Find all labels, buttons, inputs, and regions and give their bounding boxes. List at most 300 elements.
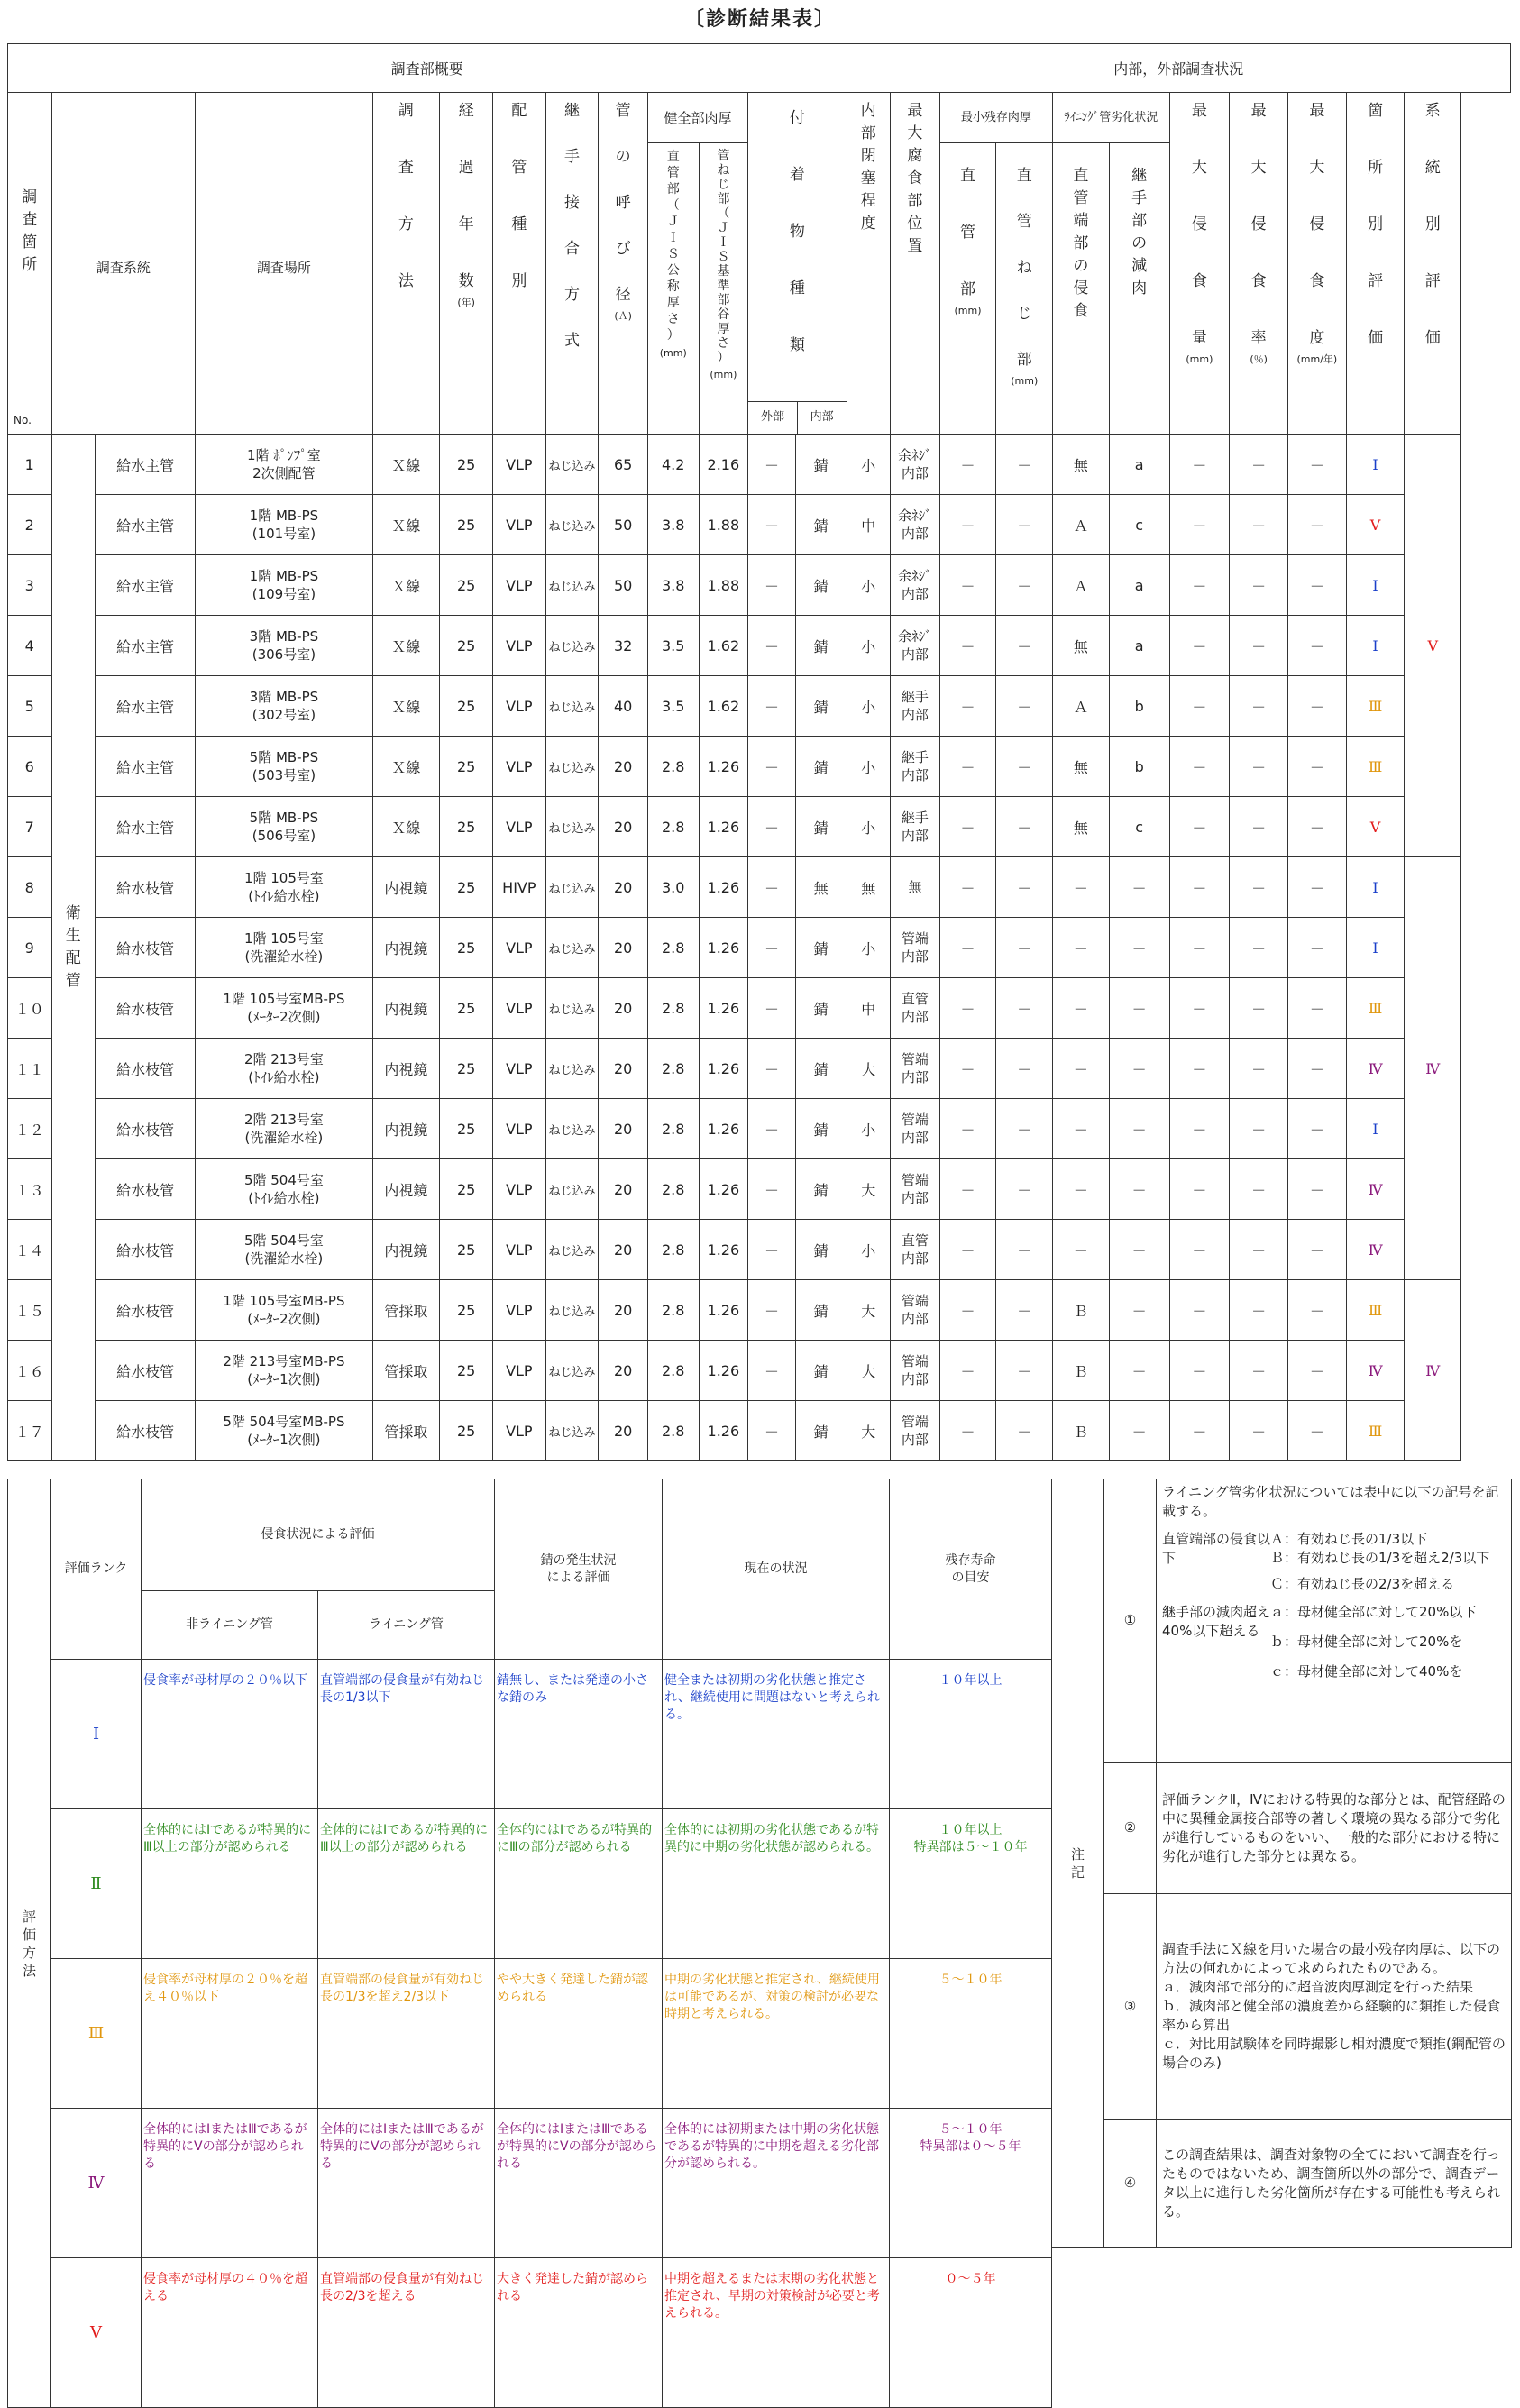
min-straight-cell: － — [939, 1220, 996, 1280]
erosion-speed-cell: － — [1288, 1220, 1347, 1280]
joint-cell: ねじ込み — [545, 1220, 599, 1280]
thickness-straight-cell: 3.5 — [647, 676, 699, 737]
end-corrosion-cell: － — [1053, 1220, 1110, 1280]
straight-part-label: 直 管 部 — [960, 167, 976, 299]
system-cell: 給水枝管 — [96, 918, 196, 978]
point-eval-header — [1346, 93, 1405, 435]
max-corrosion-pos-label: 最 大 腐 食 部 位 置 — [907, 102, 923, 255]
diameter-cell: 20 — [599, 1039, 648, 1099]
end-corrosion-cell: Ａ — [1053, 676, 1110, 737]
system-eval-header — [1405, 93, 1461, 435]
table-row — [8, 1220, 1511, 1280]
min-straight-cell: － — [939, 797, 996, 857]
years-cell: 25 — [440, 435, 493, 495]
min-thread-cell: － — [996, 1220, 1053, 1280]
end-corrosion-label: 直 管 端 部 の 侵 食 — [1073, 167, 1089, 321]
thickness-thread-cell: 1.26 — [699, 1280, 748, 1341]
method-cell: 内視鏡 — [372, 857, 440, 918]
point-eval-cell: Ⅴ — [1346, 495, 1405, 555]
legend-b-upper: Ｂ：有効ねじ長の1/3を超え2/3以下 — [1270, 1550, 1490, 1566]
diameter-cell: 65 — [599, 435, 648, 495]
min-straight-cell: － — [939, 555, 996, 616]
pipe-cell: VLP — [493, 1341, 546, 1401]
eval-rank-cell: Ⅲ — [51, 1959, 142, 2109]
method-cell: Ｘ線 — [372, 797, 440, 857]
row-no: １０ — [8, 978, 52, 1039]
table-row — [8, 1159, 1511, 1220]
point-eval-cell: Ⅳ — [1346, 1220, 1405, 1280]
point-eval-cell: Ⅰ — [1346, 1099, 1405, 1159]
location-line-1: 2階 213号室MB-PS — [223, 1353, 345, 1369]
joint-cell: ねじ込み — [545, 918, 599, 978]
blockage-header — [847, 93, 891, 435]
inner-deposit-cell: 錆 — [795, 737, 847, 797]
table-row — [8, 435, 1511, 495]
location-line-1: 5階 MB-PS — [249, 810, 319, 826]
thickness-straight-label: 直 管 部 （ Ｊ Ｉ Ｓ 公 称 厚 さ ） — [666, 150, 680, 343]
joint-cell: ねじ込み — [545, 797, 599, 857]
location-line-2: (洗濯給水栓) — [244, 1250, 324, 1267]
eval-rust-cell: やや大きく発達した錆が認められる — [495, 1959, 663, 2109]
straight-thread-header — [996, 143, 1053, 435]
outer-deposit-cell: － — [748, 1280, 796, 1341]
years-cell: 25 — [440, 1099, 493, 1159]
location-cell — [196, 616, 372, 676]
blockage-cell: 中 — [847, 978, 891, 1039]
min-thread-cell: － — [996, 435, 1053, 495]
eval-non-lining-cell: 全体的にはⅠまたはⅢであるが特異的にⅤの部分が認められる — [142, 2109, 318, 2258]
thickness-thread-cell: 1.26 — [699, 1401, 748, 1461]
location-cell — [196, 495, 372, 555]
point-eval-label: 箇 所 別 評 価 — [1368, 102, 1384, 347]
min-thread-cell: － — [996, 797, 1053, 857]
corrosion-pos-cell: 継手 内部 — [891, 737, 940, 797]
thickness-straight-cell: 2.8 — [647, 1401, 699, 1461]
point-eval-cell: Ⅲ — [1346, 1401, 1405, 1461]
erosion-amount-cell: － — [1169, 1280, 1230, 1341]
eval-life-cell: １０年以上 特異部は５～１０年 — [890, 1809, 1052, 1959]
table-row — [8, 737, 1511, 797]
location-line-2: (ﾄｲﾚ給水栓) — [248, 1190, 320, 1206]
system-cell: 給水主管 — [96, 555, 196, 616]
pipe-type-label: 配 管 種 別 — [511, 102, 527, 290]
system-cell: 給水主管 — [96, 676, 196, 737]
inner-deposit-cell: 錆 — [795, 1220, 847, 1280]
joint-reduction-cell: － — [1109, 978, 1169, 1039]
years-cell: 25 — [440, 918, 493, 978]
outer-deposit-cell: － — [748, 1401, 796, 1461]
note-2-text: 評価ランクⅡ，Ⅳにおける特異的な部分とは、配管経路の中に異種金属接合部等の著しく環境の異なる部分で劣化が進行しているものをいい、一般的な部分における特に劣化が進行した部分とは異なる。 — [1157, 1763, 1512, 1894]
table-row — [8, 978, 1511, 1039]
row-no: 7 — [8, 797, 52, 857]
location-line-1: 5階 MB-PS — [249, 749, 319, 765]
diameter-cell: 20 — [599, 1341, 648, 1401]
erosion-rate-cell: － — [1230, 1039, 1288, 1099]
corrosion-pos-cell: 管端 内部 — [891, 918, 940, 978]
location-line-2: 2次側配管 — [252, 465, 316, 481]
deposit-label: 付 着 物 種 類 — [789, 108, 805, 354]
lining-header: ライニング管 — [318, 1591, 495, 1660]
joint-reduction-cell: － — [1109, 1159, 1169, 1220]
life-header: 残存寿命 の目安 — [890, 1479, 1052, 1660]
end-corrosion-cell: － — [1053, 1099, 1110, 1159]
thickness-thread-cell: 1.26 — [699, 797, 748, 857]
diameter-cell: 20 — [599, 1220, 648, 1280]
deposit-subheader — [748, 108, 847, 435]
erosion-amount-cell: － — [1169, 737, 1230, 797]
erosion-rate-cell: － — [1230, 1280, 1288, 1341]
location-line-2: (ﾄｲﾚ給水栓) — [248, 1069, 320, 1085]
method-cell: Ｘ線 — [372, 616, 440, 676]
method-cell: 内視鏡 — [372, 1220, 440, 1280]
page-title: 〔診断結果表〕 — [683, 8, 836, 31]
years-cell: 25 — [440, 676, 493, 737]
max-erosion-speed-label: 最 大 侵 食 度 — [1309, 102, 1325, 347]
max-erosion-amount-label: 最 大 侵 食 量 — [1191, 102, 1207, 347]
corrosion-pos-cell: 余ﾈｼﾞ 内部 — [891, 555, 940, 616]
diagnosis-table — [7, 43, 1511, 1461]
outer-deposit-cell: － — [748, 1099, 796, 1159]
erosion-amount-cell: － — [1169, 555, 1230, 616]
location-line-2: (101号室) — [252, 526, 316, 542]
blockage-cell: 小 — [847, 555, 891, 616]
erosion-amount-cell: － — [1169, 495, 1230, 555]
pipe-cell: VLP — [493, 555, 546, 616]
system-cell: 給水主管 — [96, 435, 196, 495]
row-no: １４ — [8, 1220, 52, 1280]
min-straight-cell: － — [939, 978, 996, 1039]
diameter-cell: 20 — [599, 1159, 648, 1220]
category-cell — [51, 435, 96, 1461]
erosion-rate-cell: － — [1230, 495, 1288, 555]
pipe-cell: VLP — [493, 1220, 546, 1280]
eval-rust-cell: 大きく発達した錆が認められる — [495, 2258, 663, 2408]
location-header: 調査場所 — [196, 93, 372, 435]
location-line-1: 1階 105号室 — [243, 870, 324, 886]
thickness-straight-cell: 3.0 — [647, 857, 699, 918]
eval-lining-cell: 全体的にはⅠであるが特異的にⅢ以上の部分が認められる — [318, 1809, 495, 1959]
erosion-rate-cell: － — [1230, 797, 1288, 857]
inner-deposit-cell: 錆 — [795, 1341, 847, 1401]
inner-deposit-cell: 錆 — [795, 495, 847, 555]
years-header — [440, 93, 493, 435]
eval-non-lining-cell: 全体的にはⅠであるが特異的にⅢ以上の部分が認められる — [142, 1809, 318, 1959]
system-cell: 給水主管 — [96, 616, 196, 676]
joint-label: 継 手 接 合 方 式 — [563, 102, 580, 350]
thickness-thread-cell: 1.26 — [699, 857, 748, 918]
blockage-cell: 小 — [847, 1099, 891, 1159]
eval-non-lining-cell: 侵食率が母材厚の２０％以下 — [142, 1660, 318, 1809]
end-corrosion-cell: － — [1053, 1159, 1110, 1220]
location-line-2: (506号室) — [252, 828, 316, 844]
row-no: 1 — [8, 435, 52, 495]
thickness-straight-cell: 2.8 — [647, 1341, 699, 1401]
erosion-speed-cell: － — [1288, 1099, 1347, 1159]
outer-deposit-cell: － — [748, 918, 796, 978]
location-cell — [196, 737, 372, 797]
thickness-thread-cell: 2.16 — [699, 435, 748, 495]
method-cell: Ｘ線 — [372, 495, 440, 555]
joint-reduction-cell: － — [1109, 1099, 1169, 1159]
method-cell: 内視鏡 — [372, 978, 440, 1039]
location-line-1: 1階 105号室MB-PS — [223, 991, 345, 1007]
corrosion-pos-cell: 管端 内部 — [891, 1280, 940, 1341]
corrosion-pos-cell: 直管 内部 — [891, 978, 940, 1039]
diameter-cell: 20 — [599, 918, 648, 978]
location-line-1: 5階 504号室MB-PS — [223, 1414, 345, 1430]
outer-deposit-cell: － — [748, 1341, 796, 1401]
max-erosion-speed-header — [1288, 93, 1347, 435]
notes-label: 注 記 — [1070, 1845, 1085, 1881]
outer-deposit-cell: － — [748, 857, 796, 918]
pipe-cell: HIVP — [493, 857, 546, 918]
system-cell: 給水主管 — [96, 495, 196, 555]
erosion-speed-cell: － — [1288, 857, 1347, 918]
min-thread-cell: － — [996, 1280, 1053, 1341]
location-line-2: (ﾄｲﾚ給水栓) — [248, 888, 320, 904]
outer-deposit-cell: － — [748, 1220, 796, 1280]
outer-deposit-cell: － — [748, 1159, 796, 1220]
end-corrosion-cell: － — [1053, 857, 1110, 918]
pipe-cell: VLP — [493, 978, 546, 1039]
diameter-cell: 50 — [599, 555, 648, 616]
pipe-cell: VLP — [493, 676, 546, 737]
location-cell — [196, 676, 372, 737]
erosion-speed-cell: － — [1288, 737, 1347, 797]
max-erosion-rate-label: 最 大 侵 食 率 — [1250, 102, 1267, 347]
location-line-2: (ﾒｰﾀｰ1次側) — [247, 1371, 321, 1387]
location-cell — [196, 857, 372, 918]
end-corrosion-cell: － — [1053, 978, 1110, 1039]
notes-label-cell — [1052, 1479, 1104, 2248]
inner-deposit-cell: 錆 — [795, 555, 847, 616]
blockage-label: 内 部 閉 塞 程 度 — [860, 102, 876, 233]
erosion-speed-cell: － — [1288, 676, 1347, 737]
thickness-thread-cell: 1.26 — [699, 1099, 748, 1159]
row-no: 2 — [8, 495, 52, 555]
blockage-cell: 大 — [847, 1280, 891, 1341]
thickness-thread-cell: 1.26 — [699, 1159, 748, 1220]
corrosion-pos-cell: 無 — [891, 857, 940, 918]
erosion-rate-cell: － — [1230, 918, 1288, 978]
years-cell: 25 — [440, 737, 493, 797]
pipe-cell: VLP — [493, 1159, 546, 1220]
joint-cell: ねじ込み — [545, 1159, 599, 1220]
row-no: 9 — [8, 918, 52, 978]
system-eval-cell: Ⅳ — [1405, 1280, 1461, 1461]
thickness-straight-cell: 2.8 — [647, 978, 699, 1039]
eval-current-cell: 全体的には初期の劣化状態であるが特異的に中期の劣化状態が認められる。 — [663, 1809, 890, 1959]
erosion-amount-cell: － — [1169, 797, 1230, 857]
years-cell: 25 — [440, 1159, 493, 1220]
min-thread-cell: － — [996, 1099, 1053, 1159]
erosion-amount-cell: － — [1169, 435, 1230, 495]
min-thread-cell: － — [996, 857, 1053, 918]
point-eval-cell: Ⅳ — [1346, 1039, 1405, 1099]
blockage-cell: 小 — [847, 616, 891, 676]
joint-reduction-header — [1109, 143, 1169, 435]
end-corrosion-cell: 無 — [1053, 737, 1110, 797]
erosion-rate-cell: － — [1230, 1099, 1288, 1159]
joint-cell: ねじ込み — [545, 1039, 599, 1099]
max-erosion-amount-header — [1169, 93, 1230, 435]
outer-deposit-cell: － — [748, 737, 796, 797]
location-cell — [196, 918, 372, 978]
blockage-cell: 大 — [847, 1039, 891, 1099]
years-cell: 25 — [440, 616, 493, 676]
end-corrosion-cell: Ｂ — [1053, 1341, 1110, 1401]
location-cell — [196, 435, 372, 495]
thickness-thread-cell: 1.26 — [699, 918, 748, 978]
pipe-cell: VLP — [493, 1099, 546, 1159]
evaluation-method-table — [7, 1479, 1052, 2408]
eval-life-cell: ５～１０年 特異部は０～５年 — [890, 2109, 1052, 2258]
straight-thread-label: 直 管 ね じ 部 — [1016, 167, 1032, 370]
row-no: 4 — [8, 616, 52, 676]
min-straight-cell: － — [939, 1341, 996, 1401]
corrosion-pos-cell: 余ﾈｼﾞ 内部 — [891, 616, 940, 676]
erosion-amount-cell: － — [1169, 1220, 1230, 1280]
table-row — [8, 676, 1511, 737]
min-thread-cell: － — [996, 1039, 1053, 1099]
location-line-2: (ﾒｰﾀｰ2次側) — [247, 1311, 321, 1327]
erosion-amount-unit: (mm) — [1186, 353, 1213, 365]
min-straight-cell: － — [939, 1401, 996, 1461]
erosion-rate-cell: － — [1230, 555, 1288, 616]
min-thread-cell: － — [996, 616, 1053, 676]
point-eval-cell: Ⅰ — [1346, 555, 1405, 616]
location-line-1: 1階 105号室 — [243, 930, 324, 947]
thickness-thread-header — [699, 143, 748, 435]
note-1-legend-joint-label: 継手部の減肉超え40%以下超える — [1162, 1604, 1271, 1639]
point-eval-cell: Ⅲ — [1346, 978, 1405, 1039]
erosion-rate-unit: (％) — [1250, 353, 1268, 365]
location-line-2: (503号室) — [252, 767, 316, 783]
thickness-thread-cell: 1.62 — [699, 616, 748, 676]
diameter-cell: 20 — [599, 1401, 648, 1461]
end-corrosion-header — [1053, 143, 1110, 435]
min-thread-cell: － — [996, 737, 1053, 797]
table-row — [8, 1401, 1511, 1461]
location-cell — [196, 555, 372, 616]
blockage-cell: 小 — [847, 797, 891, 857]
outer-deposit-cell: － — [748, 555, 796, 616]
blockage-cell: 小 — [847, 1220, 891, 1280]
system-cell: 給水枝管 — [96, 1341, 196, 1401]
thickness-thread-unit: (mm) — [710, 369, 737, 381]
outer-deposit-cell: － — [748, 1039, 796, 1099]
row-no: 8 — [8, 857, 52, 918]
erosion-amount-cell: － — [1169, 1401, 1230, 1461]
diameter-label: 管 の 呼 び 径 — [615, 102, 631, 304]
joint-header — [545, 93, 599, 435]
erosion-rate-cell: － — [1230, 857, 1288, 918]
location-cell — [196, 1220, 372, 1280]
min-straight-cell: － — [939, 1099, 996, 1159]
table-row — [8, 797, 1511, 857]
joint-reduction-cell: b — [1109, 676, 1169, 737]
point-eval-cell: Ⅰ — [1346, 857, 1405, 918]
point-eval-cell: Ⅲ — [1346, 1280, 1405, 1341]
erosion-speed-unit: (mm/年) — [1296, 353, 1338, 365]
joint-reduction-cell: － — [1109, 918, 1169, 978]
corrosion-pos-cell: 管端 内部 — [891, 1341, 940, 1401]
method-cell: 内視鏡 — [372, 918, 440, 978]
diameter-cell: 40 — [599, 676, 648, 737]
min-thread-cell: － — [996, 495, 1053, 555]
corrosion-pos-cell: 管端 内部 — [891, 1039, 940, 1099]
erosion-speed-cell: － — [1288, 978, 1347, 1039]
eval-current-cell: 健全または初期の劣化状態と推定され、継続使用に問題はないと考えられる。 — [663, 1660, 890, 1809]
system-cell: 給水枝管 — [96, 1099, 196, 1159]
diameter-cell: 20 — [599, 1280, 648, 1341]
erosion-rate-cell: － — [1230, 435, 1288, 495]
system-cell: 給水主管 — [96, 797, 196, 857]
outer-deposit-cell: － — [748, 495, 796, 555]
corrosion-pos-cell: 余ﾈｼﾞ 内部 — [891, 435, 940, 495]
outer-deposit-cell: － — [748, 978, 796, 1039]
system-cell: 給水枝管 — [96, 1220, 196, 1280]
years-cell: 25 — [440, 1039, 493, 1099]
thickness-straight-cell: 2.8 — [647, 1159, 699, 1220]
joint-reduction-cell: a — [1109, 616, 1169, 676]
erosion-speed-cell: － — [1288, 1159, 1347, 1220]
point-eval-cell: Ⅴ — [1346, 797, 1405, 857]
thickness-straight-cell: 3.8 — [647, 495, 699, 555]
end-corrosion-cell: Ｂ — [1053, 1280, 1110, 1341]
eval-row — [8, 1959, 1052, 2109]
table-row — [8, 1341, 1511, 1401]
table-row — [8, 918, 1511, 978]
method-cell: Ｘ線 — [372, 435, 440, 495]
max-erosion-rate-header — [1230, 93, 1288, 435]
system-header: 調査系統 — [51, 93, 196, 435]
erosion-speed-cell: － — [1288, 918, 1347, 978]
table-row — [8, 555, 1511, 616]
min-straight-cell: － — [939, 857, 996, 918]
location-cell — [196, 1099, 372, 1159]
location-line-1: 1階 MB-PS — [249, 568, 319, 584]
diameter-cell: 20 — [599, 978, 648, 1039]
erosion-speed-cell: － — [1288, 435, 1347, 495]
system-cell: 給水枝管 — [96, 1159, 196, 1220]
min-remaining-header: 最小残存肉厚 — [939, 93, 1052, 143]
joint-reduction-cell: － — [1109, 857, 1169, 918]
inner-deposit-cell: 錆 — [795, 1099, 847, 1159]
erosion-rate-cell: － — [1230, 1220, 1288, 1280]
blockage-cell: 小 — [847, 918, 891, 978]
joint-reduction-cell: － — [1109, 1280, 1169, 1341]
blockage-cell: 小 — [847, 676, 891, 737]
inner-deposit-cell: 錆 — [795, 1159, 847, 1220]
inner-deposit-cell: 錆 — [795, 1401, 847, 1461]
joint-cell: ねじ込み — [545, 435, 599, 495]
inner-deposit-cell: 錆 — [795, 616, 847, 676]
joint-reduction-cell: － — [1109, 1401, 1169, 1461]
erosion-amount-cell: － — [1169, 1039, 1230, 1099]
location-line-1: 3階 MB-PS — [249, 689, 319, 705]
end-corrosion-cell: Ｂ — [1053, 1401, 1110, 1461]
blockage-cell: 大 — [847, 1401, 891, 1461]
legend-c-lower: ｃ：母材健全部に対して40%を — [1270, 1663, 1463, 1680]
healthy-thickness-header: 健全部肉厚 — [647, 93, 747, 143]
thickness-straight-cell: 2.8 — [647, 1220, 699, 1280]
non-lining-header: 非ライニング管 — [142, 1591, 318, 1660]
diameter-cell: 50 — [599, 495, 648, 555]
end-corrosion-cell: － — [1053, 1039, 1110, 1099]
eval-row — [8, 2258, 1052, 2408]
inner-deposit-cell: 錆 — [795, 918, 847, 978]
